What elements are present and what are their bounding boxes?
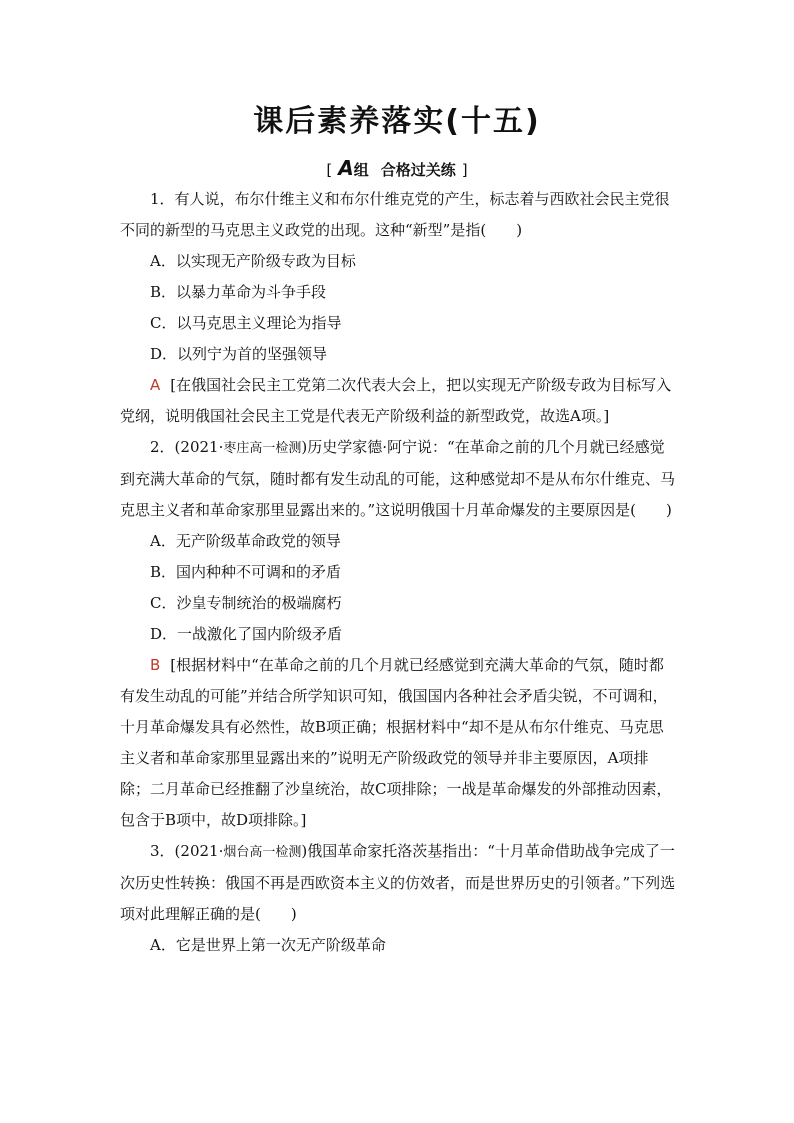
- answer-explanation: [120, 370, 676, 432]
- option: D．以列宁为首的坚强领导: [150, 345, 328, 363]
- option: B．以暴力革命为斗争手段: [150, 283, 327, 301]
- option: C．沙皇专制统治的极端腐朽: [150, 594, 342, 612]
- option: A．以实现无产阶级专政为目标: [150, 252, 356, 270]
- explanation-text: [根据材料中“在革命之前的几个月就已经感觉到充满大革命的气氛，随时都有发生动乱的可能”并结合所学知识可知，俄国国内各种社会矛盾尖锐，不可调和，十月革命爆发具有必然性，故B项正确；根据材料中“却不是从布尔什维克、马克思主义者和革命家那里显露出来的”说明无产阶级政党的领导并非主要原因，A项排除；二月革命已经推翻了沙皇统治，故C项排除；一战是革命爆发的外部推动因素，包含于B项中，故D项排除。]: [120, 656, 672, 829]
- question-stem: [120, 432, 676, 526]
- question-list: [120, 184, 676, 961]
- question-stem: 1．有人说，布尔什维主义和布尔什维克党的产生，标志着与西欧社会民主党很不同的新型的马克思主义政党的出现。这种“新型”是指( ): [120, 190, 670, 239]
- answer-letter: A: [150, 376, 161, 394]
- section-label: 合格过关练: [380, 161, 456, 179]
- answer-letter: B: [150, 656, 161, 674]
- stem-text: )俄国革命家托洛茨基指出：“十月革命借助战争完成了一次历史性转换：俄国不再是西欧资本主义的仿效者，而是世界历史的引领者。”下列选项对此理解正确的是( ): [120, 842, 676, 923]
- explanation-text: [在俄国社会民主工党第二次代表大会上，把以实现无产阶级专政为目标写入党纲，说明俄国社会民主工党是代表无产阶级利益的新型政党，故选A项。]: [120, 376, 672, 425]
- stem-text: )历史学家德·阿宁说：“在革命之前的几个月就已经感觉到充满大革命的气氛，随时都有发生动乱的可能，这种感觉却不是从布尔什维克、马克思主义者和革命家那里显露出来的。”这说明俄国十月革命爆发的主要原因是( ): [120, 438, 676, 519]
- option: D．一战激化了国内阶级矛盾: [150, 625, 343, 643]
- group-suffix: 组: [353, 161, 369, 179]
- stem-prefix: 3．(2021·: [150, 842, 224, 860]
- question-source: 枣庄高一检测: [223, 441, 302, 456]
- answer-explanation: [120, 650, 676, 836]
- option: A．无产阶级革命政党的领导: [150, 532, 341, 550]
- question-stem: [120, 836, 676, 930]
- bracket-close: ]: [461, 161, 468, 179]
- page-title: 课后素养落实(十五): [253, 104, 541, 139]
- bracket-open: [: [326, 161, 333, 179]
- option: B．国内种种不可调和的矛盾: [150, 563, 342, 581]
- option: C．以马克思主义理论为指导: [150, 314, 342, 332]
- group-letter: A: [338, 156, 354, 180]
- section-header: [0, 156, 794, 180]
- option: A．它是世界上第一次无产阶级革命: [150, 936, 386, 954]
- question-source: 烟台高一检测: [223, 845, 302, 860]
- stem-prefix: 2．(2021·: [150, 438, 224, 456]
